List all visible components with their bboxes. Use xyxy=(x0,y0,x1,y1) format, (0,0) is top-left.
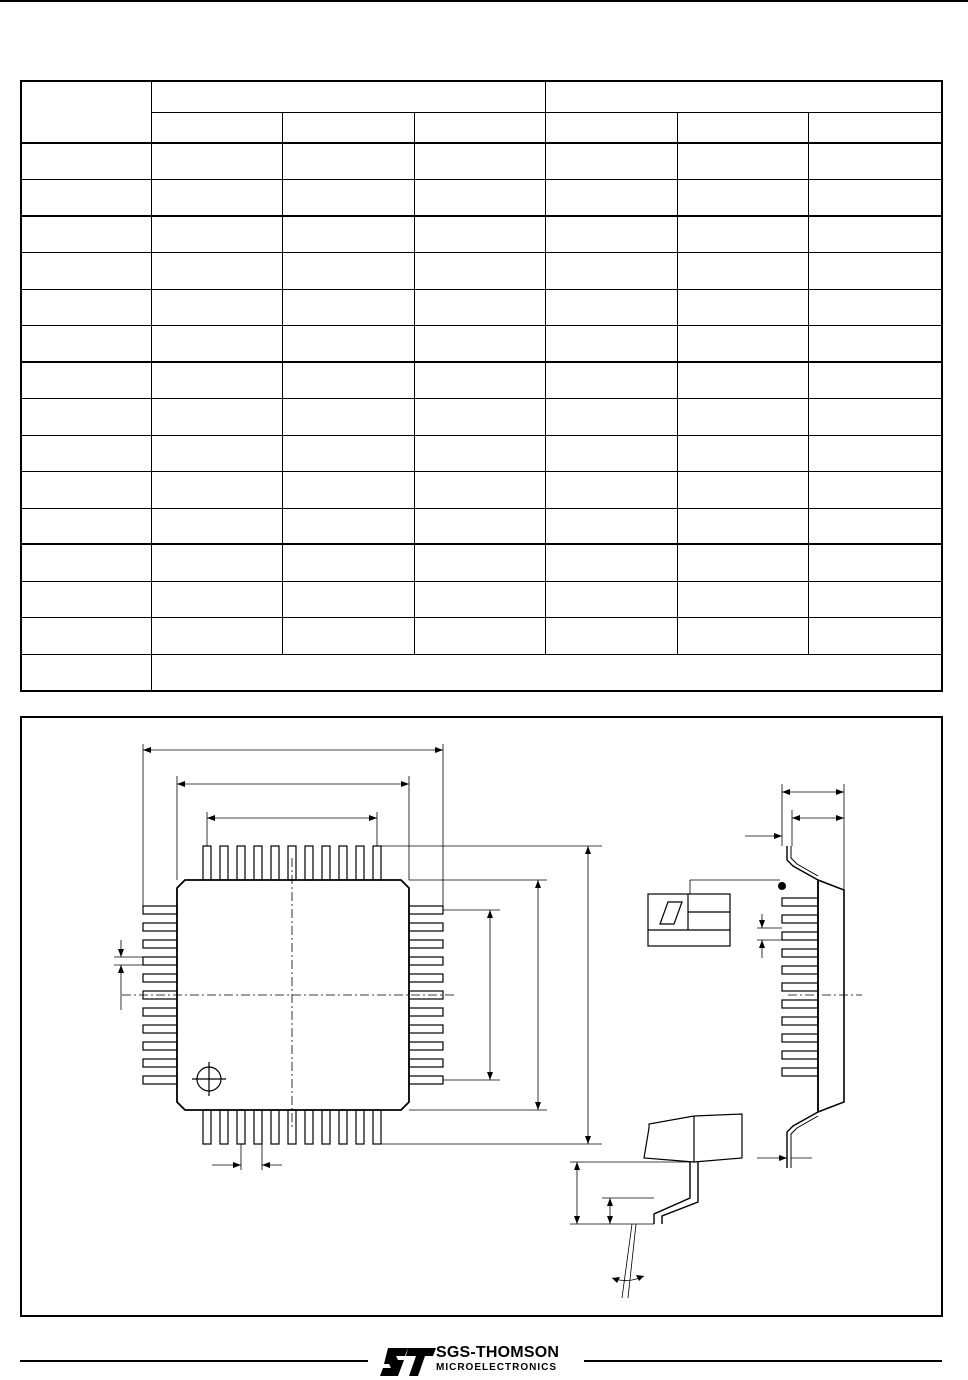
table-cell xyxy=(545,581,677,617)
table-cell xyxy=(808,289,942,325)
table-cell xyxy=(414,508,545,544)
table-cell xyxy=(808,362,942,398)
table-cell xyxy=(545,508,677,544)
table-row xyxy=(21,581,942,617)
table-cell xyxy=(151,143,282,179)
table-cell xyxy=(21,289,151,325)
table-cell xyxy=(808,544,942,581)
table-row xyxy=(21,216,942,252)
table-cell xyxy=(151,435,282,471)
table-cell xyxy=(282,325,414,362)
table-cell xyxy=(545,325,677,362)
footer-rule-right xyxy=(584,1360,942,1362)
table-cell xyxy=(151,471,282,508)
table-cell xyxy=(21,581,151,617)
table-cell xyxy=(414,143,545,179)
table-cell xyxy=(414,325,545,362)
table-cell xyxy=(808,581,942,617)
table-cell xyxy=(677,435,808,471)
table-row xyxy=(21,362,942,398)
table-cell xyxy=(21,398,151,435)
table-cell xyxy=(545,617,677,654)
table-cell xyxy=(21,471,151,508)
table-cell xyxy=(808,617,942,654)
table-cell xyxy=(808,216,942,252)
table-row xyxy=(21,179,942,216)
table-cell xyxy=(282,143,414,179)
table-header-row xyxy=(21,81,942,112)
header-cell-typ xyxy=(282,112,414,143)
table-cell xyxy=(677,216,808,252)
table-cell xyxy=(151,216,282,252)
table-cell xyxy=(21,179,151,216)
table-row xyxy=(21,435,942,471)
table-cell xyxy=(545,216,677,252)
brand-name: SGS-THOMSON xyxy=(436,1344,560,1361)
header-cell-typ xyxy=(677,112,808,143)
table-cell xyxy=(21,252,151,289)
table-cell xyxy=(677,544,808,581)
table-cell xyxy=(677,289,808,325)
table-cell xyxy=(282,179,414,216)
table-cell xyxy=(677,581,808,617)
table-cell xyxy=(282,252,414,289)
table-cell xyxy=(677,508,808,544)
table-cell xyxy=(808,471,942,508)
table-cell xyxy=(808,179,942,216)
table-cell xyxy=(151,581,282,617)
table-row xyxy=(21,289,942,325)
table-cell xyxy=(151,325,282,362)
header-cell-inch xyxy=(545,81,942,112)
table-cell xyxy=(151,544,282,581)
table-cell xyxy=(21,216,151,252)
table-cell xyxy=(808,252,942,289)
table-cell xyxy=(414,435,545,471)
table-cell xyxy=(282,362,414,398)
table-cell xyxy=(151,398,282,435)
table-cell xyxy=(414,179,545,216)
table-cell xyxy=(282,617,414,654)
table-cell xyxy=(677,362,808,398)
table-cell xyxy=(151,289,282,325)
table-cell xyxy=(414,362,545,398)
table-row xyxy=(21,325,942,362)
table-cell xyxy=(21,325,151,362)
table-cell-wide xyxy=(151,654,942,691)
table-cell xyxy=(808,143,942,179)
st-logo-icon xyxy=(378,1344,438,1380)
table-cell xyxy=(545,471,677,508)
table-row xyxy=(21,471,942,508)
table-row xyxy=(21,143,942,179)
table-cell xyxy=(414,544,545,581)
table-subheader-row xyxy=(21,112,942,143)
table-cell xyxy=(545,362,677,398)
table-cell xyxy=(282,216,414,252)
table-cell xyxy=(151,252,282,289)
table-cell xyxy=(414,216,545,252)
table-cell xyxy=(21,143,151,179)
table-cell xyxy=(21,617,151,654)
table-cell xyxy=(545,143,677,179)
table-cell xyxy=(808,325,942,362)
header-cell-dimension xyxy=(21,81,151,143)
table-cell xyxy=(808,508,942,544)
table-row xyxy=(21,654,942,691)
package-outline-drawing xyxy=(20,716,943,1317)
footer-rule-left xyxy=(20,1360,368,1362)
table-cell xyxy=(21,654,151,691)
table-row xyxy=(21,544,942,581)
table-cell xyxy=(545,435,677,471)
table-cell xyxy=(677,252,808,289)
brand-subtitle: MICROELECTRONICS xyxy=(436,1362,557,1373)
table-cell xyxy=(21,508,151,544)
table-cell xyxy=(151,179,282,216)
top-rule xyxy=(0,0,968,2)
header-cell-max xyxy=(808,112,942,143)
table-cell xyxy=(414,289,545,325)
table-cell xyxy=(414,581,545,617)
table-cell xyxy=(282,398,414,435)
table-cell xyxy=(545,398,677,435)
header-cell-min xyxy=(545,112,677,143)
table-row xyxy=(21,508,942,544)
package-dimensions-table xyxy=(20,80,943,692)
table-cell xyxy=(414,252,545,289)
table-cell xyxy=(21,544,151,581)
table-cell xyxy=(808,398,942,435)
header-cell-min xyxy=(151,112,282,143)
table-row xyxy=(21,617,942,654)
table-cell xyxy=(282,289,414,325)
table-cell xyxy=(808,435,942,471)
table-cell xyxy=(677,143,808,179)
table-cell xyxy=(677,471,808,508)
table-cell xyxy=(414,617,545,654)
table-cell xyxy=(21,362,151,398)
table-cell xyxy=(282,544,414,581)
table-cell xyxy=(545,179,677,216)
table-cell xyxy=(414,398,545,435)
table-row xyxy=(21,398,942,435)
table-cell xyxy=(677,179,808,216)
table-cell xyxy=(414,471,545,508)
table-cell xyxy=(151,362,282,398)
table-cell xyxy=(282,435,414,471)
table-cell xyxy=(545,544,677,581)
table-cell xyxy=(151,617,282,654)
table-cell xyxy=(545,289,677,325)
brand-block xyxy=(436,1344,559,1374)
table-cell xyxy=(282,471,414,508)
header-cell-mm xyxy=(151,81,545,112)
table-cell xyxy=(677,617,808,654)
package-outline-drawing-icon xyxy=(22,718,941,1315)
table-cell xyxy=(677,325,808,362)
table-row xyxy=(21,252,942,289)
header-cell-max xyxy=(414,112,545,143)
table-cell xyxy=(151,508,282,544)
table-cell xyxy=(282,508,414,544)
table-cell xyxy=(545,252,677,289)
table-cell xyxy=(282,581,414,617)
table-cell xyxy=(677,398,808,435)
table-cell xyxy=(21,435,151,471)
